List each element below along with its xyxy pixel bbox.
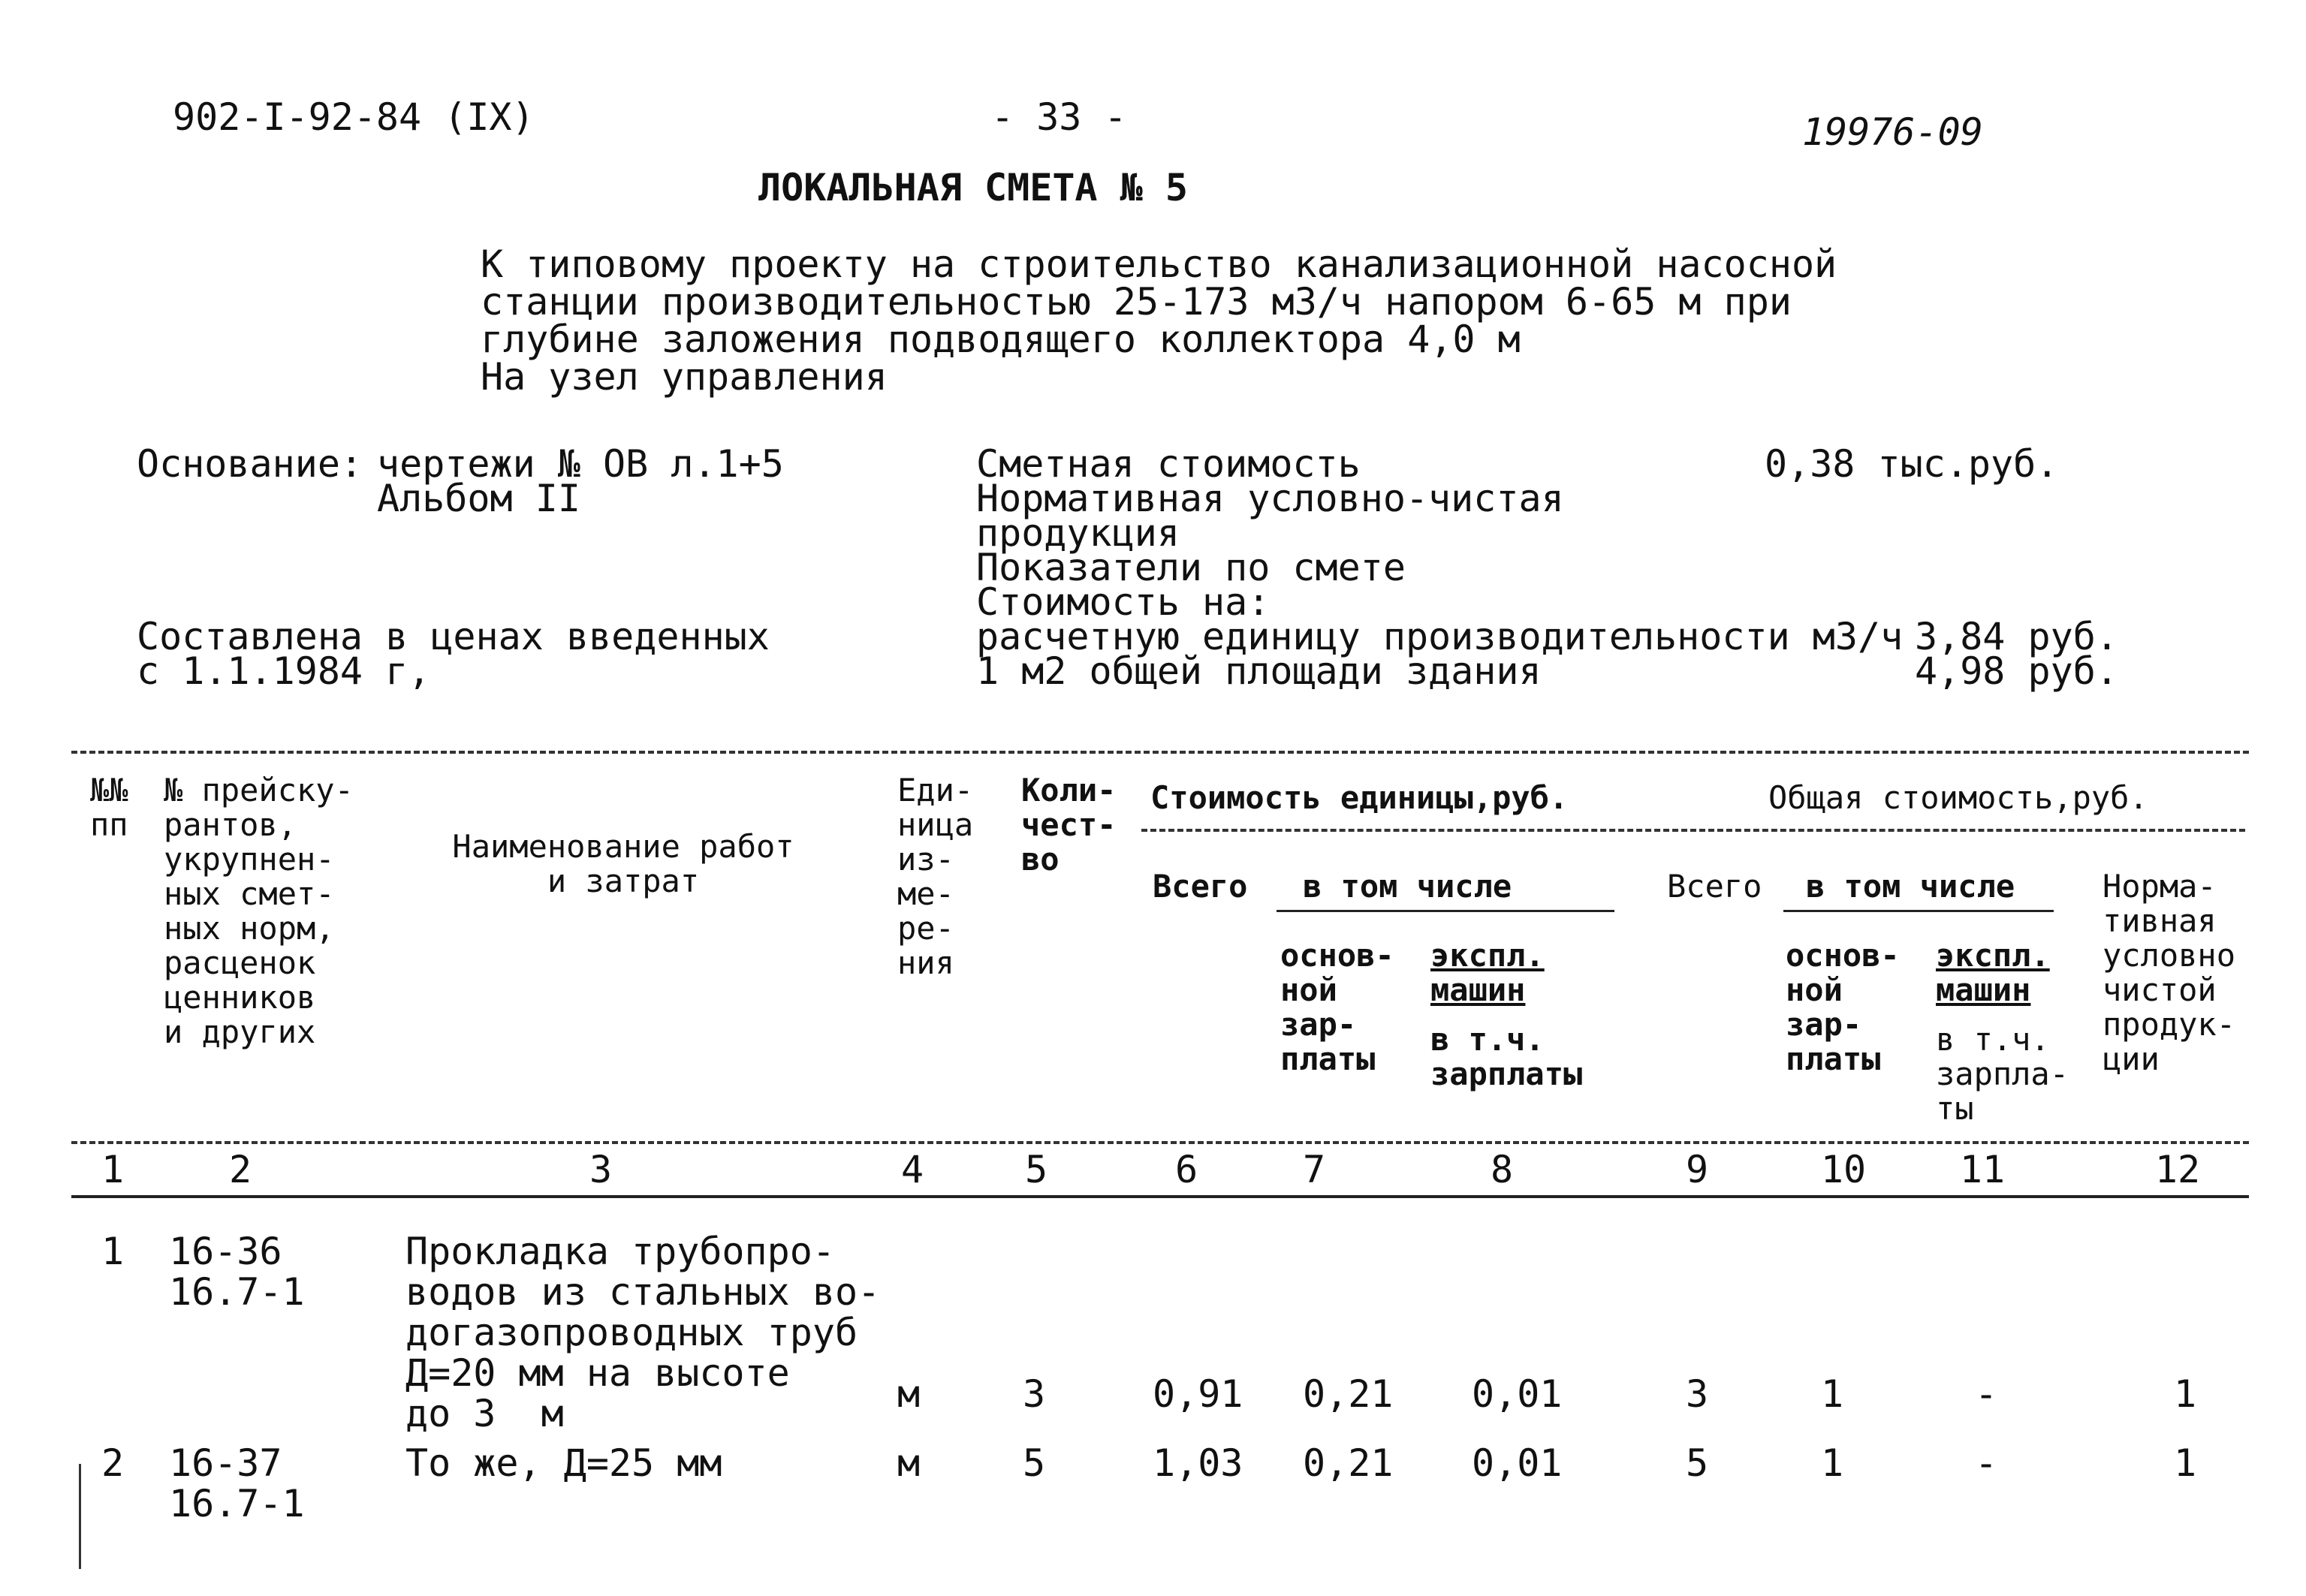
row-total-main-wage: 1	[1821, 1441, 1844, 1485]
basis-album: Альбом II	[377, 477, 580, 520]
header-unit-cost: Стоимость единицы,руб.	[1150, 779, 1569, 816]
header-col-5: Коли- чест- во	[1021, 772, 1117, 878]
col-number: 12	[2154, 1148, 2201, 1191]
row-number: 1	[101, 1230, 125, 1273]
row-unit-machine: 0,01	[1472, 1441, 1563, 1485]
area-cost-label: 1 м2 общей площади здания	[976, 649, 1542, 693]
header-mid-rule	[1141, 829, 2245, 832]
row-qty: 3	[1023, 1372, 1046, 1416]
stamp-number: 19976-09	[1802, 110, 1983, 154]
estimated-cost-label: Сметная стоимость	[976, 442, 1361, 486]
col-number: 10	[1820, 1148, 1867, 1191]
description-line: станции производительностью 25-173 м3/ч напором 6-65 м при	[481, 280, 1792, 324]
col-number: 8	[1490, 1148, 1514, 1191]
header-main-wage-total: основ- ной зар- платы	[1786, 937, 1900, 1077]
row-unit-all: 1,03	[1153, 1441, 1243, 1485]
col-number: 9	[1685, 1148, 1709, 1191]
row-unit-main-wage: 0,21	[1303, 1372, 1394, 1416]
header-incl-total: в том числе	[1806, 868, 2015, 905]
basis-drawings: чертежи № ОВ л.1+5	[377, 442, 784, 486]
row-total-main-wage: 1	[1821, 1372, 1844, 1416]
header-incl-unit-rule	[1277, 910, 1614, 912]
header-machine-wage-total: в т.ч. зарпла- ты	[1936, 1021, 2069, 1127]
header-col-4: Еди- ница из- ме- ре- ния	[897, 772, 974, 981]
row-unit-all: 0,91	[1153, 1372, 1243, 1416]
document-code: 902-I-92-84 (IX)	[173, 95, 535, 139]
row-total-machine: -	[1975, 1441, 1998, 1485]
header-total-cost: Общая стоимость,руб.	[1768, 779, 2148, 816]
document-title: ЛОКАЛЬНАЯ СМЕТА № 5	[758, 166, 1188, 209]
row-qty: 5	[1023, 1441, 1046, 1485]
header-all-unit: Всего	[1153, 868, 1248, 905]
header-col-1: №№ пп	[90, 772, 128, 843]
normative-label: Нормативная условно-чистая	[976, 477, 1564, 520]
header-incl-total-rule	[1783, 910, 2054, 912]
table-top-rule	[71, 751, 2249, 754]
col-number: 4	[900, 1148, 924, 1191]
unit-cost-label: расчетную единицу производительности м3/ч	[976, 615, 1904, 658]
area-cost-value: 4,98 руб.	[1915, 649, 2118, 693]
col-number: 6	[1174, 1148, 1198, 1191]
row-code: 16-36 16.7-1	[169, 1230, 305, 1314]
description-line: глубине заложения подводящего коллектора 4,0 м	[481, 318, 1521, 361]
header-col-3: Наименование работ и затрат	[452, 828, 794, 899]
row-code: 16-37 16.7-1	[169, 1441, 305, 1525]
description-line: На узел управления	[481, 355, 888, 399]
row-name: Прокладка трубопро- водов из стальных во- догазопроводных труб Д=20 мм на высоте до 3 м	[405, 1230, 881, 1435]
prices-line: Составлена в ценах введенных	[137, 615, 770, 658]
row-total-all: 5	[1686, 1441, 1709, 1485]
row-norm: 1	[2174, 1441, 2197, 1485]
description-line: К типовому проекту на строительство канализационной насосной	[481, 242, 1837, 286]
row-unit: м	[897, 1372, 921, 1416]
cost-on-label: Стоимость на:	[976, 580, 1271, 624]
unit-cost-value: 3,84 руб.	[1915, 615, 2118, 658]
prices-date: с 1.1.1984 г,	[137, 649, 431, 693]
header-machine-total: экспл. машин	[1936, 937, 2050, 1008]
header-machine-wage-unit: в т.ч. зарплаты	[1430, 1021, 1583, 1092]
basis-label: Основание:	[137, 442, 363, 486]
col-number: 11	[1959, 1148, 2006, 1191]
normative-label-cont: продукция	[976, 511, 1180, 555]
indicators-label: Показатели по смете	[976, 546, 1406, 589]
col-number: 5	[1024, 1148, 1048, 1191]
row-unit-machine: 0,01	[1472, 1372, 1563, 1416]
row-total-all: 3	[1686, 1372, 1709, 1416]
col-number: 2	[228, 1148, 252, 1191]
header-machine-unit: экспл. машин	[1430, 937, 1545, 1008]
row-name: То же, Д=25 мм	[405, 1441, 722, 1485]
col-number: 1	[101, 1148, 125, 1191]
header-incl-unit: в том числе	[1303, 868, 1512, 905]
col-number: 3	[589, 1148, 613, 1191]
row-number: 2	[101, 1441, 125, 1485]
header-col-2: № прейску- рантов, укрупнен- ных смет- ных норм, расценок ценников и других	[164, 772, 354, 1050]
header-norm: Норма- тивная условно чистой продук- ции	[2103, 868, 2236, 1077]
header-bottom-rule	[71, 1141, 2249, 1144]
col-number: 7	[1302, 1148, 1326, 1191]
row-unit: м	[897, 1441, 921, 1485]
left-margin-mark	[79, 1464, 81, 1569]
col-number-rule	[71, 1195, 2249, 1198]
row-norm: 1	[2174, 1372, 2197, 1416]
header-all-total: Всего	[1667, 868, 1762, 905]
header-main-wage-unit: основ- ной зар- платы	[1280, 937, 1394, 1077]
row-total-machine: -	[1975, 1372, 1998, 1416]
row-unit-main-wage: 0,21	[1303, 1441, 1394, 1485]
estimated-cost-value: 0,38 тыс.руб.	[1765, 442, 2059, 486]
page-number: - 33 -	[991, 95, 1127, 139]
